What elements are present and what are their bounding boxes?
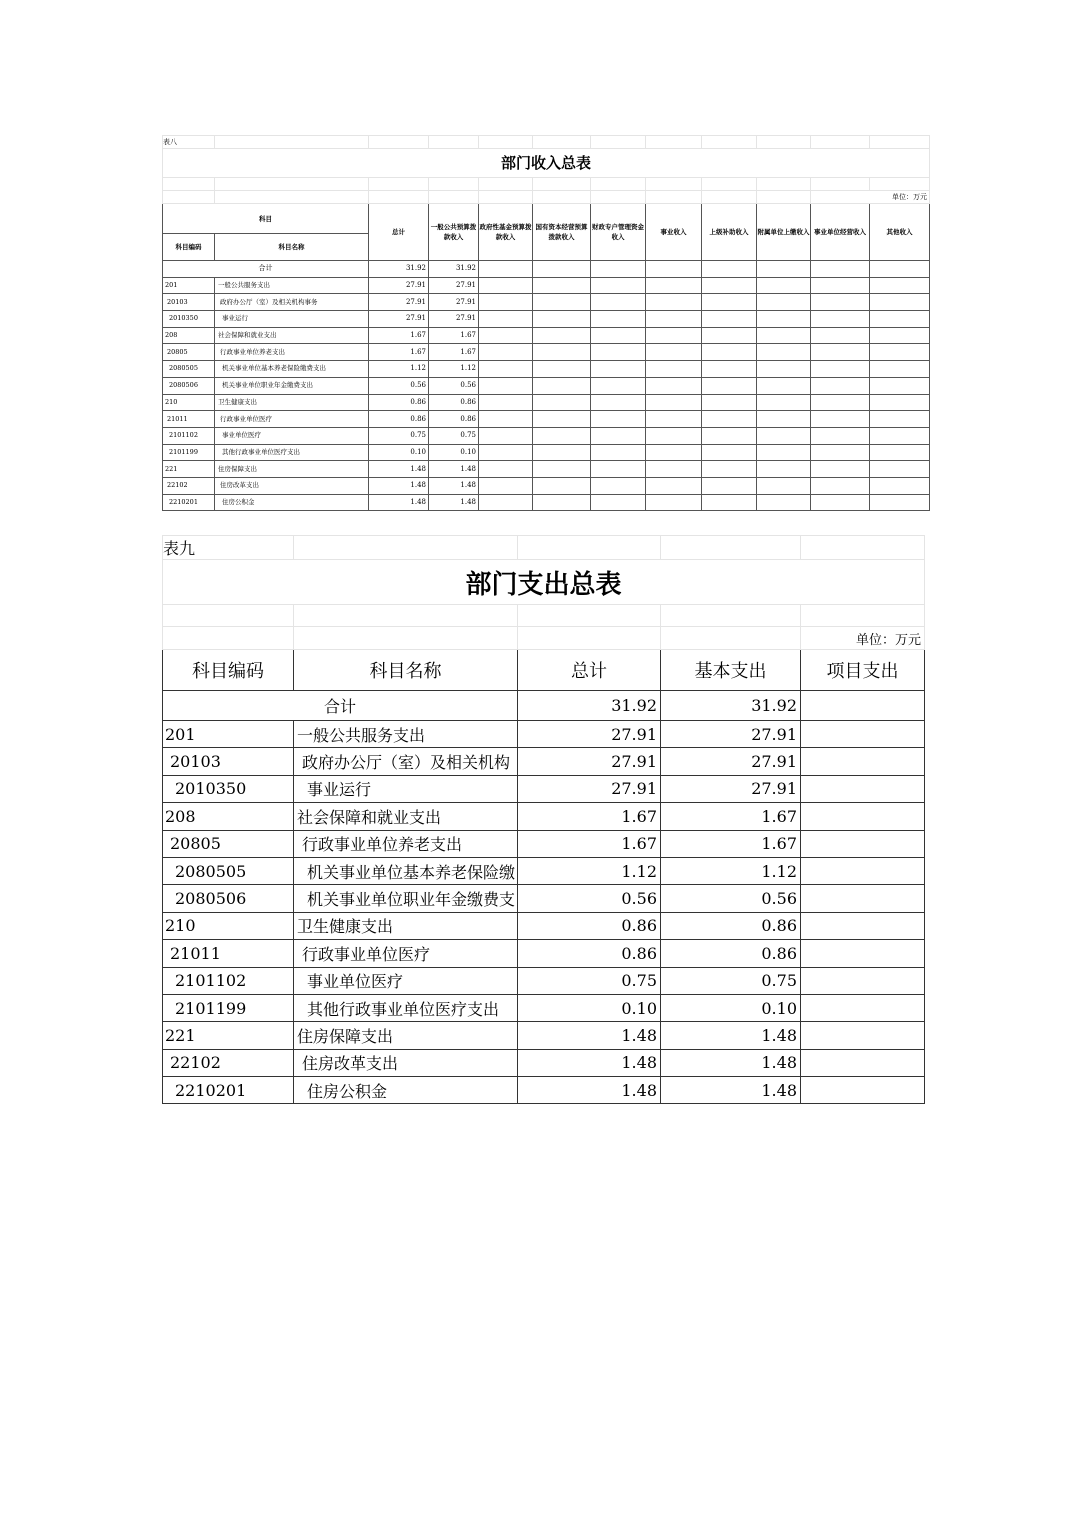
row-total: 1.48: [369, 477, 429, 494]
row-code: 2101102: [163, 967, 294, 994]
row-general-budget: 1.67: [429, 344, 479, 361]
table-row: [163, 294, 930, 311]
row-total: 0.86: [369, 411, 429, 428]
row-code: 2101199: [163, 444, 215, 461]
row-name: 机关事业单位基本养老保险缴: [294, 857, 518, 884]
row-general-budget: 0.75: [429, 427, 479, 444]
row-project: [801, 748, 925, 775]
table-row: [163, 311, 930, 328]
header-name: 科目名称: [294, 650, 518, 691]
row-name: 其他行政事业单位医疗支出: [294, 994, 518, 1021]
row-total: 0.86: [518, 912, 661, 939]
row-name: 事业单位医疗: [215, 427, 369, 444]
row-code: 20103: [163, 748, 294, 775]
row-name: 卫生健康支出: [294, 912, 518, 939]
row-name: 一般公共服务支出: [215, 277, 369, 294]
row-code: 21011: [163, 411, 215, 428]
row-total: 0.56: [369, 377, 429, 394]
header-gov-fund: 政府性基金预算拨款收入: [479, 204, 533, 261]
row-name: 住房公积金: [294, 1077, 518, 1104]
table-label: 表八: [163, 136, 215, 149]
table-row: [163, 857, 925, 884]
row-total: 1.67: [518, 803, 661, 830]
row-name: 政府办公厅（室）及相关机构: [294, 748, 518, 775]
header-superior-subsidy: 上级补助收入: [702, 204, 757, 261]
row-total: 27.91: [518, 721, 661, 748]
table-title: 部门收入总表: [163, 149, 930, 178]
row-name: 行政事业单位医疗: [215, 411, 369, 428]
table-row: [163, 461, 930, 478]
row-code: 2080506: [163, 885, 294, 912]
header-subject: 科目: [163, 204, 369, 234]
header-business: 事业收入: [646, 204, 702, 261]
row-name: 社会保障和就业支出: [215, 327, 369, 344]
total-value: 31.92: [518, 691, 661, 721]
row-basic: 1.48: [661, 1077, 801, 1104]
table-row: [163, 377, 930, 394]
row-basic: 0.75: [661, 967, 801, 994]
row-total: 0.56: [518, 885, 661, 912]
total-general-value: 31.92: [429, 261, 479, 278]
row-code: 210: [163, 394, 215, 411]
header-state-capital: 国有资本经营预算拨款收入: [533, 204, 591, 261]
row-total: 1.12: [369, 361, 429, 378]
table-row: [163, 327, 930, 344]
table-row: [163, 427, 930, 444]
row-name: 机关事业单位职业年金缴费支: [294, 885, 518, 912]
header-affiliated: 附属单位上缴收入: [757, 204, 811, 261]
row-code: 2080505: [163, 361, 215, 378]
row-general-budget: 0.86: [429, 411, 479, 428]
row-project: [801, 885, 925, 912]
header-other: 其他收入: [870, 204, 930, 261]
row-code: 20805: [163, 830, 294, 857]
table-row: [163, 394, 930, 411]
row-name: 行政事业单位养老支出: [294, 830, 518, 857]
row-code: 2010350: [163, 311, 215, 328]
row-general-budget: 1.67: [429, 327, 479, 344]
table-row: [163, 940, 925, 967]
row-code: 2101199: [163, 994, 294, 1021]
row-name: 机关事业单位职业年金缴费支出: [215, 377, 369, 394]
row-project: [801, 775, 925, 802]
table-row: [163, 477, 930, 494]
row-general-budget: 0.86: [429, 394, 479, 411]
table-row: [163, 411, 930, 428]
table-row: [163, 361, 930, 378]
table-row: [163, 1049, 925, 1076]
table-row: [163, 830, 925, 857]
row-general-budget: 27.91: [429, 277, 479, 294]
row-basic: 0.86: [661, 940, 801, 967]
row-total: 1.48: [369, 461, 429, 478]
row-code: 221: [163, 1022, 294, 1049]
row-total: 1.48: [369, 494, 429, 511]
row-basic: 1.12: [661, 857, 801, 884]
row-project: [801, 1077, 925, 1104]
row-total: 1.48: [518, 1049, 661, 1076]
table-row: [163, 444, 930, 461]
row-code: 201: [163, 721, 294, 748]
row-total: 1.48: [518, 1022, 661, 1049]
row-total: 0.10: [518, 994, 661, 1021]
row-code: 22102: [163, 477, 215, 494]
row-name: 住房改革支出: [215, 477, 369, 494]
unit-label: 单位：万元: [801, 627, 925, 650]
table-row: [163, 775, 925, 802]
row-code: 2210201: [163, 1077, 294, 1104]
row-general-budget: 1.12: [429, 361, 479, 378]
row-name: 政府办公厅（室）及相关机构事务: [215, 294, 369, 311]
row-basic: 1.67: [661, 830, 801, 857]
row-total: 27.91: [518, 775, 661, 802]
row-project: [801, 857, 925, 884]
row-code: 20805: [163, 344, 215, 361]
row-total: 0.86: [369, 394, 429, 411]
row-project: [801, 912, 925, 939]
row-name: 住房公积金: [215, 494, 369, 511]
row-total: 0.10: [369, 444, 429, 461]
table-label: 表九: [163, 536, 294, 560]
row-code: 2210201: [163, 494, 215, 511]
row-basic: 0.86: [661, 912, 801, 939]
row-name: 社会保障和就业支出: [294, 803, 518, 830]
row-code: 208: [163, 803, 294, 830]
row-project: [801, 803, 925, 830]
unit-label: 单位：万元: [811, 191, 930, 204]
row-basic: 1.67: [661, 803, 801, 830]
row-general-budget: 27.91: [429, 311, 479, 328]
header-general-budget: 一般公共预算拨款收入: [429, 204, 479, 261]
row-total: 1.67: [369, 327, 429, 344]
row-name: 行政事业单位医疗: [294, 940, 518, 967]
row-code: 201: [163, 277, 215, 294]
header-fiscal-special: 财政专户管理资金收入: [591, 204, 646, 261]
header-code: 科目编码: [163, 650, 294, 691]
header-total: 总计: [518, 650, 661, 691]
table-row: [163, 1077, 925, 1104]
row-basic: 1.48: [661, 1049, 801, 1076]
row-total: 27.91: [369, 277, 429, 294]
table-row: [163, 1022, 925, 1049]
total-value: 31.92: [369, 261, 429, 278]
row-code: 2101102: [163, 427, 215, 444]
row-project: [801, 830, 925, 857]
row-name: 行政事业单位养老支出: [215, 344, 369, 361]
row-name: 一般公共服务支出: [294, 721, 518, 748]
row-name: 住房保障支出: [294, 1022, 518, 1049]
total-label: 合计: [163, 261, 369, 278]
row-total: 27.91: [518, 748, 661, 775]
header-basic: 基本支出: [661, 650, 801, 691]
header-name: 科目名称: [215, 234, 369, 261]
row-general-budget: 1.48: [429, 494, 479, 511]
row-basic: 0.10: [661, 994, 801, 1021]
header-total: 总计: [369, 204, 429, 261]
row-total: 1.67: [518, 830, 661, 857]
row-name: 卫生健康支出: [215, 394, 369, 411]
table-row: [163, 803, 925, 830]
row-total: 0.75: [369, 427, 429, 444]
header-operating: 事业单位经营收入: [811, 204, 870, 261]
row-general-budget: 1.48: [429, 477, 479, 494]
row-code: 210: [163, 912, 294, 939]
row-project: [801, 940, 925, 967]
row-project: [801, 721, 925, 748]
header-project: 项目支出: [801, 650, 925, 691]
row-total: 1.48: [518, 1077, 661, 1104]
row-basic: 27.91: [661, 721, 801, 748]
table-row: [163, 494, 930, 511]
row-total: 27.91: [369, 294, 429, 311]
row-general-budget: 1.48: [429, 461, 479, 478]
expenditure-summary-table: [162, 535, 925, 1104]
table-row: [163, 885, 925, 912]
row-total: 0.75: [518, 967, 661, 994]
row-total: 0.86: [518, 940, 661, 967]
row-project: [801, 1022, 925, 1049]
row-code: 21011: [163, 940, 294, 967]
row-name: 其他行政事业单位医疗支出: [215, 444, 369, 461]
row-code: 2080505: [163, 857, 294, 884]
row-name: 住房保障支出: [215, 461, 369, 478]
row-project: [801, 1049, 925, 1076]
row-code: 2080506: [163, 377, 215, 394]
total-basic-value: 31.92: [661, 691, 801, 721]
row-general-budget: 0.10: [429, 444, 479, 461]
table-row: [163, 277, 930, 294]
row-code: 22102: [163, 1049, 294, 1076]
header-code: 科目编码: [163, 234, 215, 261]
table-row: [163, 994, 925, 1021]
row-name: 事业单位医疗: [294, 967, 518, 994]
table-row: [163, 967, 925, 994]
row-total: 1.12: [518, 857, 661, 884]
row-project: [801, 967, 925, 994]
row-code: 20103: [163, 294, 215, 311]
table-row: [163, 912, 925, 939]
row-basic: 1.48: [661, 1022, 801, 1049]
row-basic: 27.91: [661, 775, 801, 802]
row-general-budget: 27.91: [429, 294, 479, 311]
row-code: 208: [163, 327, 215, 344]
row-name: 事业运行: [215, 311, 369, 328]
table-row: [163, 721, 925, 748]
row-project: [801, 994, 925, 1021]
row-general-budget: 0.56: [429, 377, 479, 394]
table-row: [163, 748, 925, 775]
row-total: 1.67: [369, 344, 429, 361]
row-total: 27.91: [369, 311, 429, 328]
row-name: 事业运行: [294, 775, 518, 802]
row-name: 住房改革支出: [294, 1049, 518, 1076]
table-title: 部门支出总表: [163, 560, 925, 605]
row-basic: 0.56: [661, 885, 801, 912]
row-code: 2010350: [163, 775, 294, 802]
row-basic: 27.91: [661, 748, 801, 775]
total-label: 合计: [163, 691, 518, 721]
table-row: [163, 344, 930, 361]
row-code: 221: [163, 461, 215, 478]
income-summary-table: [162, 135, 930, 511]
row-name: 机关事业单位基本养老保险缴费支出: [215, 361, 369, 378]
